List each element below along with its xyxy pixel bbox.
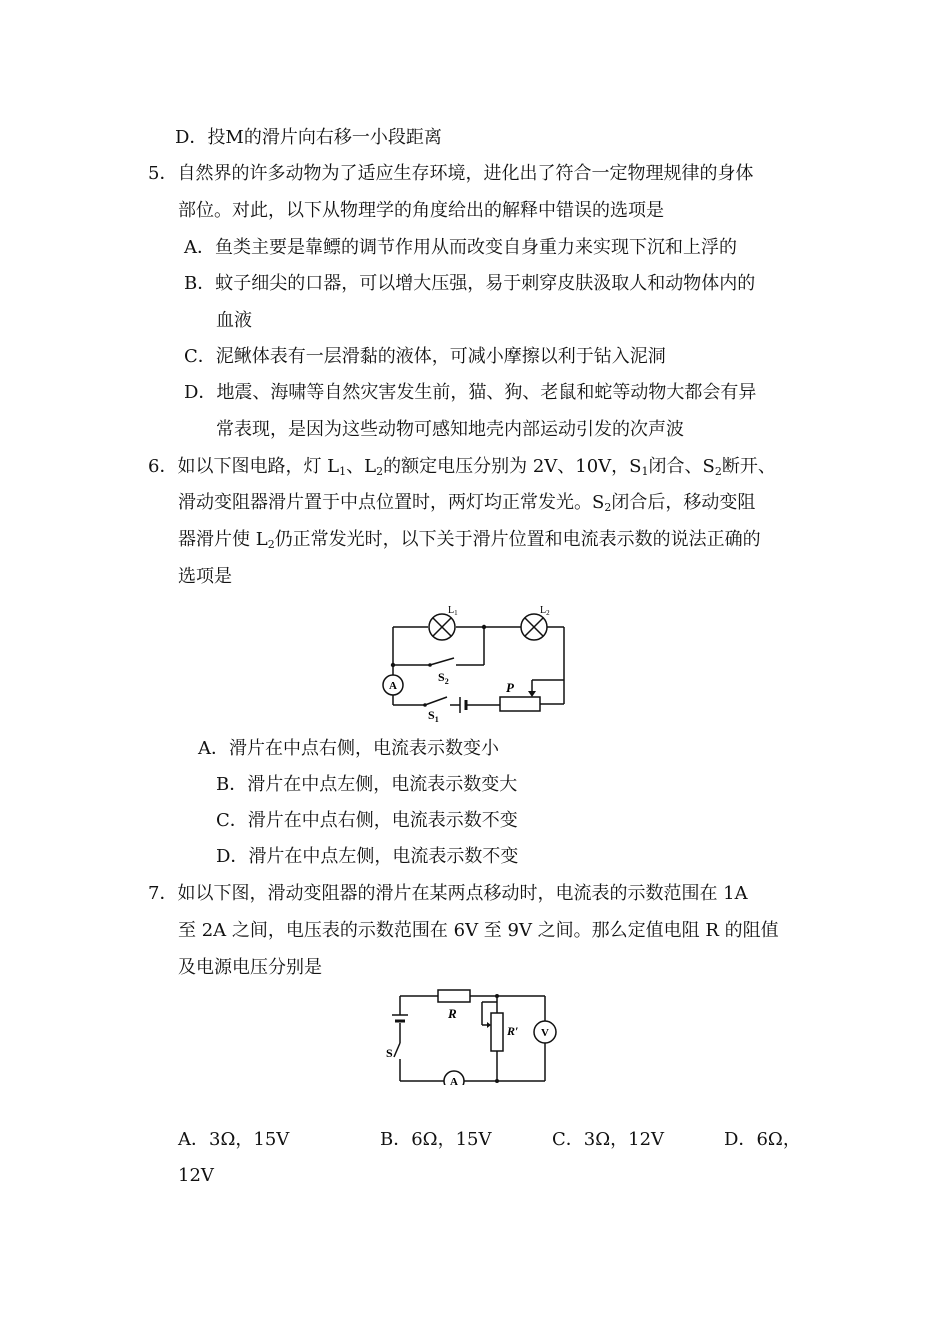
- q6-stem-line4: 选项是: [178, 566, 232, 587]
- slider-arrow-head: [528, 691, 536, 697]
- q5-option-d: D．地震、海啸等自然灾害发生前，猫、狗、老鼠和蛇等动物大都会有异: [184, 382, 757, 403]
- q7-stem-line1: 7．如以下图，滑动变阻器的滑片在某两点移动时，电流表的示数范围在 1A: [148, 883, 748, 904]
- q6-option-b: B．滑片在中点左侧，电流表示数变大: [216, 774, 518, 795]
- q6-option-c: C．滑片在中点右侧，电流表示数不变: [216, 810, 518, 831]
- label-s2: $S_2$: [438, 670, 449, 686]
- resistor-r: [438, 990, 470, 1002]
- q5-option-d-line2: 常表现，是因为这些动物可感知地壳内部运动引发的次声波: [216, 419, 684, 440]
- rheostat-body: [500, 697, 540, 711]
- switch-s-blade: [394, 1043, 400, 1057]
- q7-option-d: D．6Ω，: [724, 1129, 801, 1150]
- q7-circuit-diagram: [382, 985, 562, 1085]
- q6-circuit-diagram: [380, 600, 580, 725]
- label-voltmeter: V: [541, 1027, 549, 1039]
- q7-stem-line3: 及电源电压分别是: [178, 957, 322, 978]
- rheostat-r-prime: [491, 1013, 503, 1051]
- q7-number: 7．: [148, 883, 178, 904]
- q7-option-d-wrap: 12V: [178, 1165, 214, 1186]
- switch-contact: [428, 663, 432, 667]
- label-ammeter: A: [450, 1076, 458, 1085]
- junction-dot: [495, 994, 499, 998]
- label-slider-p: P: [506, 680, 514, 695]
- q6-stem-line1: 6．如以下图电路，灯 $L_1$、$L_2$的额定电压分别为 2V、10V，$S_1$闭合、$S_2$断开、: [148, 456, 776, 478]
- q5-option-b: B．蚊子细尖的口器，可以增大压强，易于刺穿皮肤汲取人和动物体内的: [184, 273, 756, 294]
- junction-dot: [482, 625, 486, 629]
- label-r: R: [448, 1006, 457, 1021]
- q5-number: 5．: [148, 163, 178, 184]
- q5-stem-line1: 5．自然界的许多动物为了适应生存环境，进化出了符合一定物理规律的身体: [148, 163, 754, 184]
- q6-option-d: D．滑片在中点左侧，电流表示数不变: [216, 846, 519, 867]
- label-s: S: [386, 1046, 393, 1060]
- junction-dot: [495, 1079, 499, 1083]
- label-l2: $L_2$: [540, 605, 550, 617]
- label-r-prime: R′: [507, 1024, 519, 1038]
- label-l1: $L_1$: [448, 605, 458, 617]
- q4-option-d: D．投M的滑片向右移一小段距离: [175, 127, 442, 148]
- label-s1: $S_1$: [428, 708, 439, 724]
- q5-stem-line2: 部位。对此，以下从物理学的角度给出的解释中错误的选项是: [178, 200, 664, 221]
- s1-switch-blade: [425, 697, 447, 705]
- q7-stem-line2: 至 2A 之间，电压表的示数范围在 6V 至 9V 之间。那么定值电阻 R 的阻值: [178, 920, 779, 941]
- q6-stem-line3: 器滑片使 $L_2$仍正常发光时，以下关于滑片位置和电流表示数的说法正确的: [178, 529, 761, 551]
- q6-number: 6．: [148, 456, 178, 477]
- q6-stem-line2: 滑动变阻器滑片置于中点位置时，两灯均正常发光。$S_2$闭合后，移动变阻: [178, 492, 756, 514]
- q5-option-a: A．鱼类主要是靠鳔的调节作用从而改变自身重力来实现下沉和上浮的: [184, 237, 737, 258]
- q7-option-c: C．3Ω，12V: [552, 1129, 665, 1150]
- s2-switch-blade: [430, 658, 454, 665]
- q7-option-a: A．3Ω，15V: [178, 1129, 290, 1150]
- q6-option-a: A．滑片在中点右侧，电流表示数变小: [198, 738, 499, 759]
- junction-dot: [391, 663, 395, 667]
- q7-option-b: B．6Ω，15V: [380, 1129, 492, 1150]
- q5-option-b-line2: 血液: [216, 310, 252, 331]
- switch-contact: [423, 703, 427, 707]
- q5-option-c: C．泥鳅体表有一层滑黏的液体，可减小摩擦以利于钻入泥洞: [184, 346, 666, 367]
- label-ammeter: A: [389, 680, 397, 692]
